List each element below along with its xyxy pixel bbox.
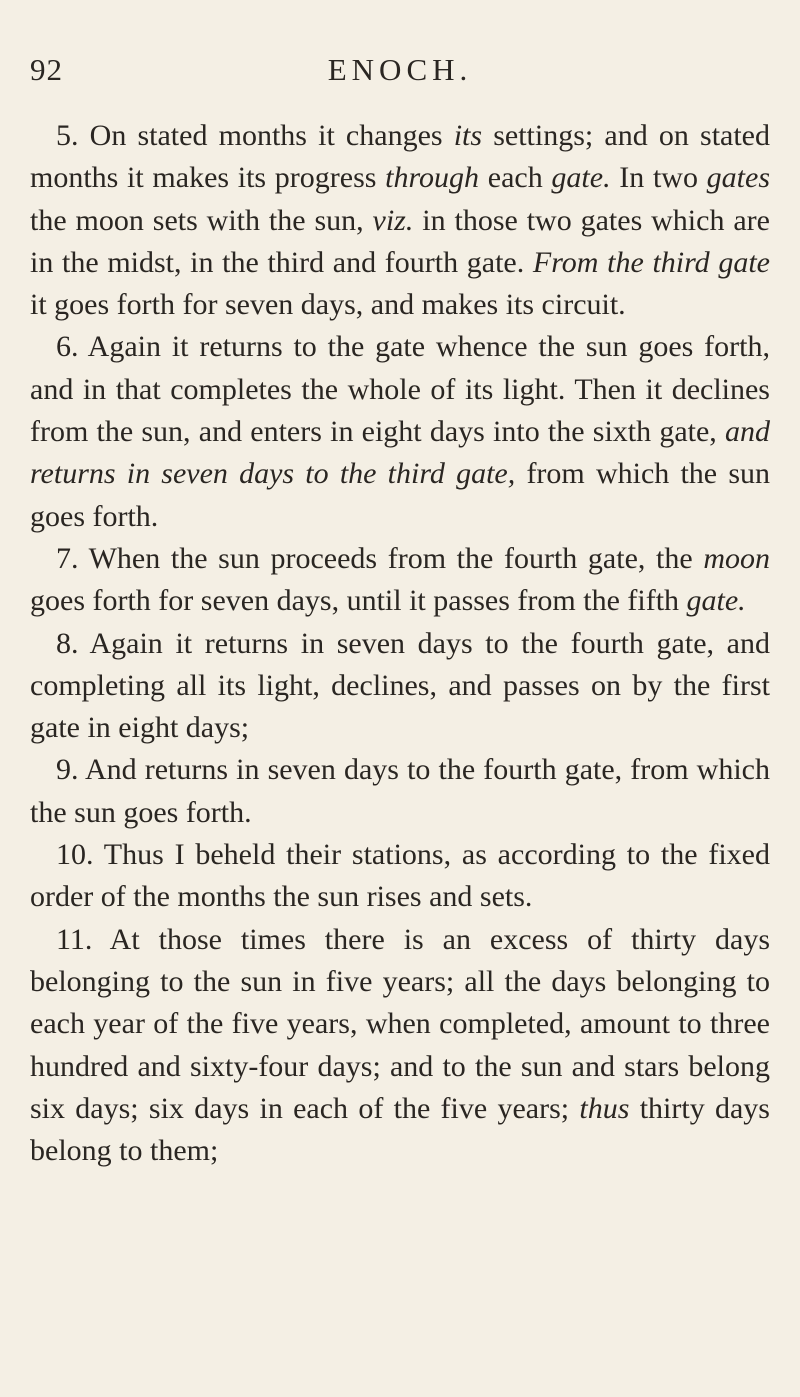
text-span: the moon sets with the sun, <box>30 203 373 237</box>
text-span: 7. When the sun proceeds from the fourth gate, the <box>56 541 704 575</box>
text-span: 10. Thus I beheld their stations, as according to the fixed order of the months the sun rises and sets. <box>30 838 770 914</box>
italic-span: gates <box>706 161 770 195</box>
text-span: 9. And returns in seven days to the fourth gate, from which the sun goes forth. <box>30 753 770 829</box>
italic-span: through <box>385 161 480 195</box>
italic-span: From the third gate <box>532 245 770 279</box>
page-number: 92 <box>30 52 63 87</box>
italic-span: thus <box>579 1091 630 1125</box>
italic-span: gate. <box>551 161 611 195</box>
italic-span: gate. <box>686 584 746 618</box>
italic-span: its <box>453 119 483 152</box>
running-head: ENOCH. <box>327 52 473 87</box>
text-span: 5. On stated months it changes <box>56 119 454 152</box>
text-span: each <box>479 161 552 195</box>
text-span: thirty days belong to them; <box>30 1091 770 1168</box>
italic-span: viz. <box>372 203 414 237</box>
text-span: In two <box>610 161 707 195</box>
text-span: goes forth for seven days, until it passes from the fifth <box>30 584 687 618</box>
paragraph-5 <box>30 115 770 326</box>
paragraph-6 <box>30 326 770 537</box>
paragraph-8 <box>30 623 770 750</box>
text-span: 8. Again it returns in seven days to the fourth gate, and completing all its light, declines, and passes on by the first gate in eight days; <box>30 626 770 745</box>
paragraph-11 <box>30 919 770 1173</box>
body-text <box>30 115 770 1172</box>
page-header <box>0 52 800 92</box>
text-span: settings; and on stated months it makes its progress <box>30 119 770 195</box>
text-span: 11. At those times there is an excess of thirty days belonging to the sun in five years; all the days belonging to each year of the five years, when completed, amount to three hundred and sixty-four days; and to the sun and stars belong six days; six days in each of the five years; <box>30 922 770 1125</box>
text-span: it goes forth for seven days, and makes its circuit. <box>30 288 626 322</box>
text-span: in those two gates which are in the midst, in the third and fourth gate. <box>30 203 770 279</box>
text-span: from which the sun goes forth. <box>30 457 770 533</box>
text-span: 6. Again it returns to the gate whence the sun goes forth, and in that completes the whole of its light. Then it declines from the sun, and enters in eight days into the sixth gate, <box>30 330 770 449</box>
paragraph-9 <box>30 749 770 834</box>
italic-span: moon <box>703 541 770 575</box>
italic-span: and returns in seven days to the third gate, <box>30 415 770 491</box>
paragraph-10 <box>30 834 770 919</box>
paragraph-7 <box>30 538 770 623</box>
